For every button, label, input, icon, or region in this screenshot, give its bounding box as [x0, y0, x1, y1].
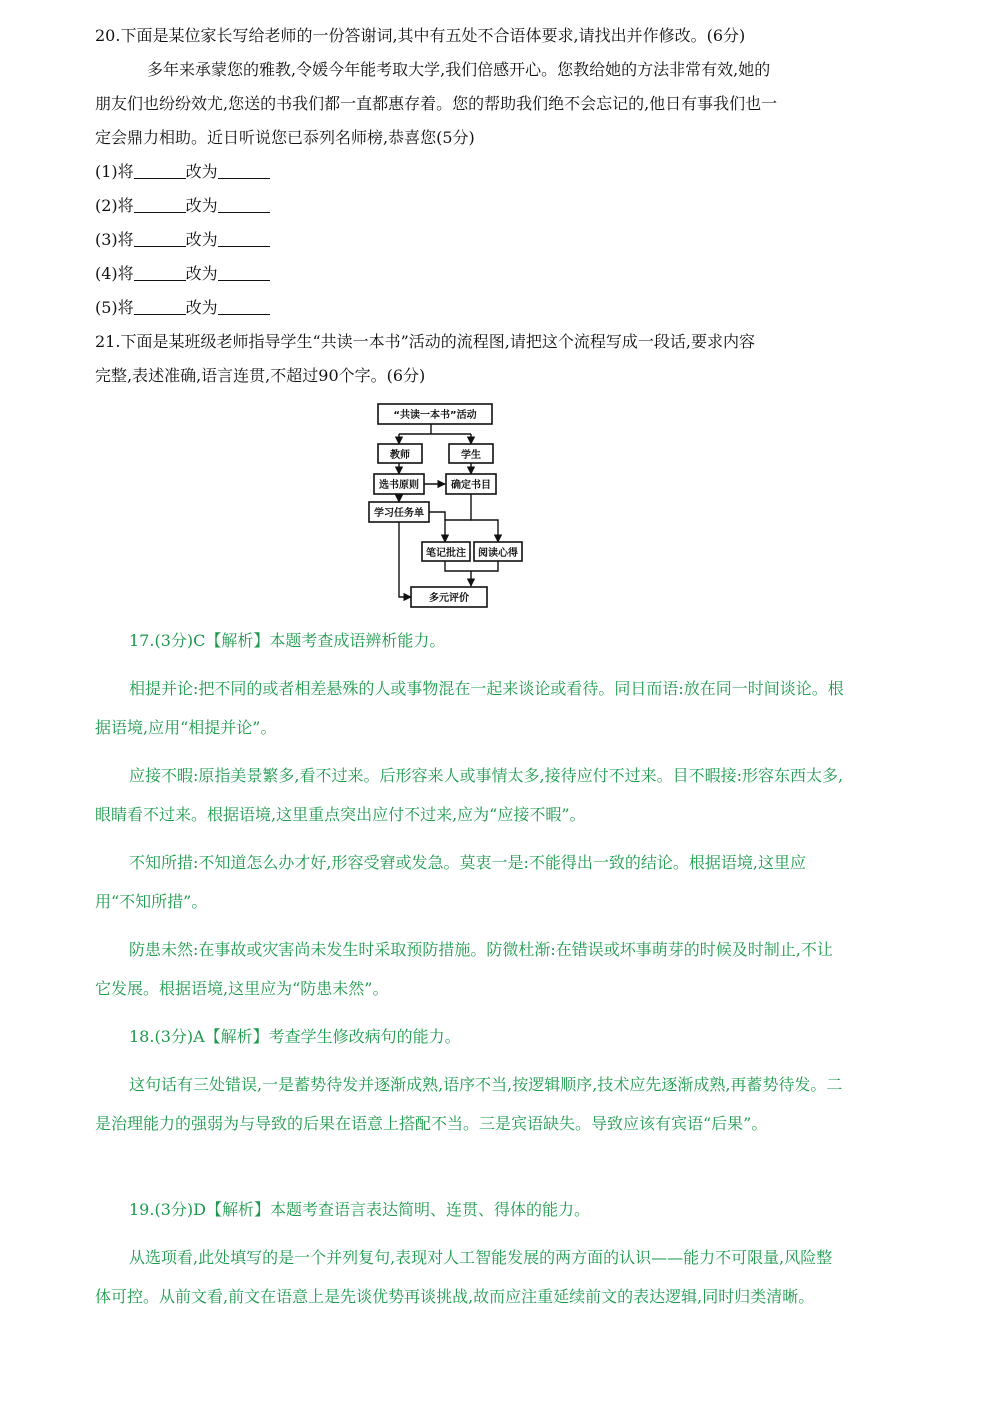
blank-underline[interactable]: [134, 160, 186, 179]
blank-underline[interactable]: [134, 262, 186, 281]
answer-17-p1: 相提并论:把不同的或者相差悬殊的人或事物混在一起来谈论或看待。同日而语:放在同一时间谈论。根据语境,应用“相提并论”。: [95, 679, 844, 737]
blank-prefix: (5)将: [95, 298, 134, 317]
answer-19-p1: 从选项看,此处填写的是一个并列复句,表现对人工智能发展的两方面的认识——能力不可限量,风险整体可控。从前文看,前文在语意上是先谈优势再谈挑战,故而应注重延续前文的表达逻辑,同时归类清晰。: [95, 1248, 833, 1306]
blank-mid: 改为: [185, 230, 218, 249]
flow-box-principle: [374, 474, 424, 494]
q20-passage-line3: 定会鼎力相助。近日听说您已忝列名师榜,恭喜您(5分): [95, 128, 475, 147]
answer-18-head: 18.(3分)A【解析】考查学生修改病句的能力。: [129, 1027, 461, 1046]
flow-label-teacher: 教师: [390, 450, 410, 461]
answer-17-p2: 应接不暇:原指美景繁多,看不过来。后形容来人或事情太多,接待应付不过来。目不暇接:形容东西太多,眼睛看不过来。根据语境,这里重点突出应付不过来,应为“应接不暇”。: [95, 766, 844, 824]
flow-label-principle: 选书原则: [379, 480, 419, 491]
flow-box-eval: [411, 587, 487, 607]
blank-prefix: (2)将: [95, 196, 134, 215]
blank-underline[interactable]: [134, 194, 186, 213]
blank-mid: 改为: [185, 298, 218, 317]
blank-prefix: (3)将: [95, 230, 134, 249]
flow-box-reading: [474, 542, 522, 561]
connector-arrow: [471, 520, 498, 542]
flow-label-tasksheet: 学习任务单: [374, 508, 424, 519]
answer-blank-5: [95, 291, 270, 325]
connector: [445, 561, 498, 571]
flow-label-booklist: 确定书目: [451, 480, 491, 491]
answer-blank-1: [95, 155, 270, 189]
q21-line1: 21.下面是某班级老师指导学生“共读一本书”活动的流程图,请把这个流程写成一段话,要求内容: [95, 332, 755, 351]
blank-prefix: (1)将: [95, 162, 134, 181]
answer-17-head: 17.(3分)C【解析】本题考查成语辨析能力。: [129, 631, 446, 650]
blank-mid: 改为: [185, 264, 218, 283]
q21-line2: 完整,表述准确,语言连贯,不超过90个字。(6分): [95, 366, 426, 385]
flowchart: [360, 398, 540, 610]
blank-underline[interactable]: [218, 262, 270, 281]
connector-arrow: [399, 522, 411, 597]
q20-passage-line1: 多年来承蒙您的雅教,令媛今年能考取大学,我们倍感开心。您教给她的方法非常有效,她的: [147, 60, 771, 79]
answer-18-p1: 这句话有三处错误,一是蓄势待发并逐渐成熟,语序不当,按逻辑顺序,技术应先逐渐成熟,再蓄势待发。二是治理能力的强弱为与导致的后果在语意上搭配不当。三是宾语缺失。导致应该有宾语“后果”。: [95, 1075, 843, 1133]
answer-blank-4: [95, 257, 270, 291]
blank-underline[interactable]: [218, 194, 270, 213]
answer-19-head: 19.(3分)D【解析】本题考查语言表达简明、连贯、得体的能力。: [129, 1200, 590, 1219]
answer-blank-2: [95, 189, 270, 223]
flow-box-booklist: [446, 474, 496, 494]
blank-underline[interactable]: [134, 296, 186, 315]
flow-box-activity: [378, 404, 492, 424]
blank-mid: 改为: [185, 162, 218, 181]
flow-label-eval: 多元评价: [429, 593, 469, 604]
flow-box-tasksheet: [369, 502, 429, 522]
flow-box-notes: [422, 542, 470, 561]
flow-label-reading: 阅读心得: [478, 548, 518, 559]
blank-prefix: (4)将: [95, 264, 134, 283]
q20-passage-line2: 朋友们也纷纷效尤,您送的书我们都一直都惠存着。您的帮助我们绝不会忘记的,他日有事我们也一: [95, 94, 778, 113]
flow-label-notes: 笔记批注: [426, 548, 466, 559]
connector-arrow: [445, 494, 471, 542]
blank-underline[interactable]: [218, 296, 270, 315]
connector: [429, 512, 445, 520]
flow-label-activity: “共读一本书”活动: [393, 410, 477, 421]
blank-underline[interactable]: [218, 228, 270, 247]
answer-17-p4: 防患未然:在事故或灾害尚未发生时采取预防措施。防微杜渐:在错误或坏事萌芽的时候及时制止,不让它发展。根据语境,这里应为“防患未然”。: [95, 940, 833, 998]
answer-blank-3: [95, 223, 270, 257]
answer-17-p3: 不知所措:不知道怎么办才好,形容受窘或发急。莫衷一是:不能得出一致的结论。根据语境,这里应用“不知所措”。: [95, 853, 806, 911]
blank-mid: 改为: [185, 196, 218, 215]
flow-label-student: 学生: [461, 450, 481, 461]
blank-underline[interactable]: [218, 160, 270, 179]
flow-box-student: [449, 444, 493, 463]
q20-title: 20.下面是某位家长写给老师的一份答谢词,其中有五处不合语体要求,请找出并作修改。(6分): [95, 26, 746, 45]
blank-underline[interactable]: [134, 228, 186, 247]
flow-box-teacher: [378, 444, 422, 463]
